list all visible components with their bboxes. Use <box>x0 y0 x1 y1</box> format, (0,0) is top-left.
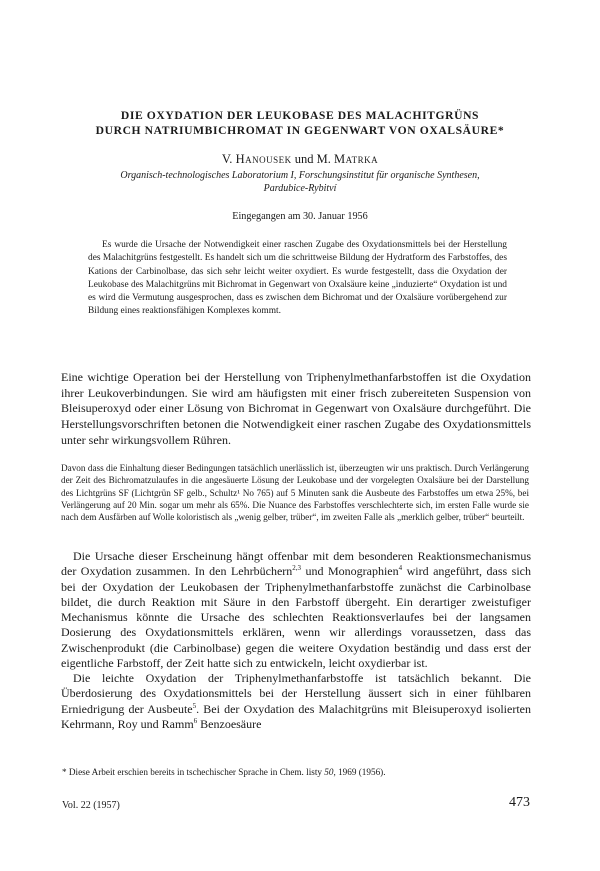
p2-text-c: wird angeführt, dass sich bei der Oxydation der Leukobasen der Triphenylmethanfarbstoffe zunächst die Carbinolbase bildet, die durch Reaktion mit Säure in den Farbstoff übergeht. Ein derartiger zweistufiger Mechanismus könnte die Ursache des schlechten Reaktionsverlaufes bei der langsamen Dosierung des Oxydationsmittels erklären, wenn wir allerdings voraussetzen, dass das Zwischenprodukt (die Carbinolbase) gegen die weitere Oxydation beständig und dass erst der eigentliche Farbstoff, der Zeit hatte sich zu entwickeln, leicht oxydierbar ist. <box>61 564 531 670</box>
title-line-2: DURCH NATRIUMBICHROMAT IN GEGENWART VON OXALSÄURE* <box>95 124 505 137</box>
intro-paragraph-block <box>61 370 531 449</box>
p2-text-a: Die Ursache dieser Erscheinung hängt offenbar mit dem besonderen Reaktionsmechanismus der Oxydation zusammen. In den Lehrbüchern <box>61 549 531 579</box>
body-paragraphs <box>61 549 531 732</box>
ref-superscript: 4 <box>398 564 403 573</box>
paper-title <box>60 108 540 138</box>
affiliation-line-1: Organisch-technologisches Laboratorium I, Forschungsinstitut für organische Synthesen, <box>120 170 480 181</box>
footnote-text-b: , 1969 (1956). <box>333 767 386 777</box>
author-2-initial: M. <box>316 152 334 166</box>
body-paragraph-2 <box>61 549 531 671</box>
small-print-paragraph <box>61 462 529 523</box>
author-1-name: Hanousek <box>235 152 292 166</box>
p3-text-b: . Bei der Oxydation des Malachitgrüns mit Bleisuperoxyd isolierten Kehrmann, Roy und Ramm <box>61 701 531 731</box>
authors <box>60 152 540 167</box>
author-1-initial: V. <box>221 152 236 166</box>
ref-superscript: 6 <box>193 716 198 725</box>
p2-text-b: und Monographien <box>301 564 399 579</box>
received-date: Eingegangen am 30. Januar 1956 <box>232 211 368 222</box>
title-line-1: DIE OXYDATION DER LEUKOBASE DES MALACHITGRÜNS <box>120 109 480 122</box>
journal-volume: Vol. 22 (1957) <box>62 800 120 811</box>
footnote <box>62 766 530 778</box>
ref-superscript: 2,3 <box>292 564 302 573</box>
abstract <box>88 239 507 319</box>
authors-and: und <box>291 152 317 166</box>
page-number: 473 <box>509 795 530 810</box>
footnote-volume: 50 <box>324 767 334 777</box>
p3-text-a: Die leichte Oxydation der Triphenylmethanfarbstoffe ist tatsächlich bekannt. Die Überdosierung des Oxydationsmittels bei der Herstellung äussert sich in einer fühlbaren Erniedrigung der Ausbeute <box>61 671 531 716</box>
ref-superscript: 5 <box>192 701 197 710</box>
affiliation-line-2: Pardubice-Rybitví <box>263 183 337 194</box>
abstract-text: Es wurde die Ursache der Notwendigkeit einer raschen Zugabe des Oxydationsmittels bei der Herstellung des Malachitgrüns festgestellt. Es handelt sich um die schrittweise Bildung der Hydratform des Farbstoffes, des Kations der Carbinolbase, das sich sehr leicht weiter oxydiert. Es wurde festgestellt, dass die Oxydation der Leukobase des Malachitgrüns mit Bichromat in Gegenwart von Oxalsäure keine „induzierte“ Oxydation ist und es wird die Vermutung ausgesprochen, dass es zwischen dem Bichromat und der Oxalsäure vorübergehend zur Bildung eines reaktionsfähigen Komplexes kommt. <box>88 240 507 317</box>
small-print-text: Davon dass die Einhaltung dieser Bedingungen tatsächlich unerlässlich ist, überzeugten wir uns praktisch. Durch Verlängerung der Zeit des Bichromatzulaufes in die angesäuerte Lösung der Leukobase und der vorgelegten Oxalsäure bei der Darstellung des Lichtgrüns SF (Lichtgrün SF gelb., Schultz¹ No 765) auf 5 Minuten sank die Ausbeute des Farbstoffes um etwa 25%, bei Verlängerung auf 20 Min. sogar um mehr als 65%. Die Nuance des Farbstoffes verschlechterte sich, im ersten Falle wurde sie nach dem Ausfärben auf Wolle koloristisch als „wenig gelber, trüber“, im zweiten Falle als „merklich gelber, trüber“ beurteilt. <box>61 463 529 522</box>
footnote-mark: * <box>62 767 69 777</box>
author-2-name: Matrka <box>333 152 379 166</box>
affiliation <box>62 169 538 195</box>
footnote-text-a: Diese Arbeit erschien bereits in tschechischer Sprache in Chem. listy <box>68 767 325 777</box>
p3-text-c: Benzoesäure <box>197 716 262 731</box>
body-paragraph-3 <box>61 671 531 732</box>
body-paragraph-1: Eine wichtige Operation bei der Herstellung von Triphenylmethanfarbstoffen ist die Oxydation ihrer Leukoverbindungen. Sie wird am häufigsten mit einer frisch zubereiteten Suspension von Bleisuperoxyd oder einer Lösung von Bichromat in Gegenwart von Oxalsäure durchgeführt. Die Herstellungsvorschriften betonen die Notwendigkeit einer raschen Zugabe des Oxydationsmittels unter sehr wirkungsvollem Rühren. <box>61 370 531 447</box>
